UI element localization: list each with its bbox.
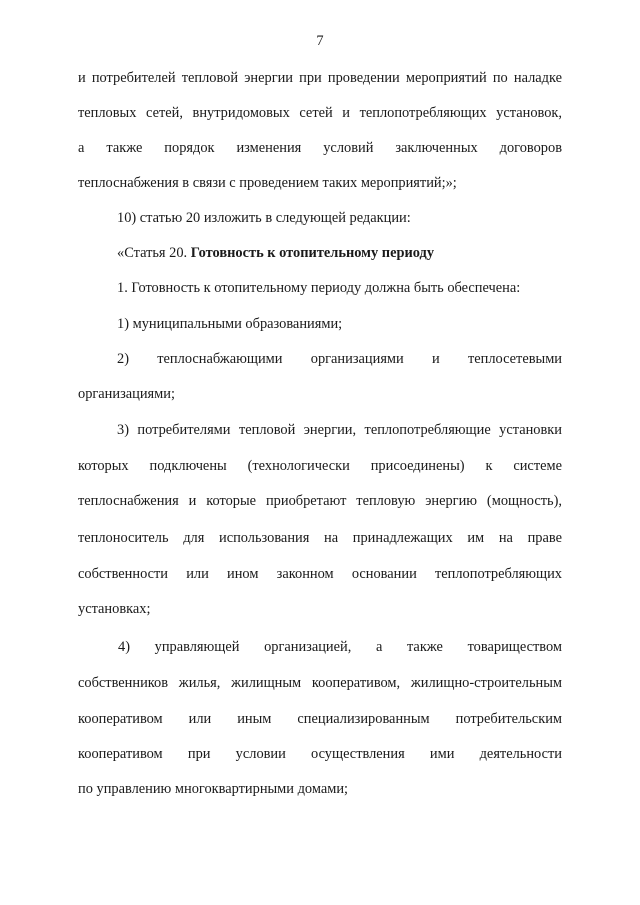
paragraph-line: 10) статью 20 изложить в следующей редакции: xyxy=(117,210,411,226)
paragraph-line: теплоснабжения и которые приобретают тепловую энергию (мощность), xyxy=(78,493,562,509)
paragraph-line: кооперативом при условии осуществления ими деятельности xyxy=(78,746,562,762)
paragraph-line: 3) потребителями тепловой энергии, теплопотребляющие установки xyxy=(117,422,562,438)
paragraph-line: теплоноситель для использования на принадлежащих им на праве xyxy=(78,530,562,546)
paragraph-line: кооперативом или иным специализированным потребительским xyxy=(78,711,562,727)
page-number: 7 xyxy=(316,33,324,49)
paragraph-line: собственности или ином законном основании теплопотребляющих xyxy=(78,566,562,582)
paragraph-line: организациями; xyxy=(78,386,175,402)
paragraph-line: тепловых сетей, внутридомовых сетей и теплопотребляющих установок, xyxy=(78,105,562,121)
paragraph-line: и потребителей тепловой энергии при проведении мероприятий по наладке xyxy=(78,70,562,86)
paragraph-line: 1) муниципальными образованиями; xyxy=(117,316,343,332)
paragraph-line: которых подключены (технологически присоединены) к системе xyxy=(78,458,562,474)
paragraph-line: собственников жилья, жилищным кооперативом, жилищно-строительным xyxy=(78,675,562,691)
article-heading-title: Готовность к отопительному периоду xyxy=(190,245,435,261)
article-heading xyxy=(117,244,562,262)
article-heading-prefix: «Статья 20. xyxy=(117,245,191,261)
paragraph-line: установках; xyxy=(78,601,151,617)
paragraph-line: а также порядок изменения условий заключенных договоров xyxy=(78,140,562,156)
paragraph-line: теплоснабжения в связи с проведением таких мероприятий;»; xyxy=(78,175,457,191)
paragraph-line: 2) теплоснабжающими организациями и теплосетевыми xyxy=(117,351,562,367)
paragraph-line: 1. Готовность к отопительному периоду должна быть обеспечена: xyxy=(117,280,521,296)
paragraph-line: по управлению многоквартирными домами; xyxy=(78,781,349,797)
paragraph-line: 4) управляющей организацией, а также товариществом xyxy=(118,639,562,655)
